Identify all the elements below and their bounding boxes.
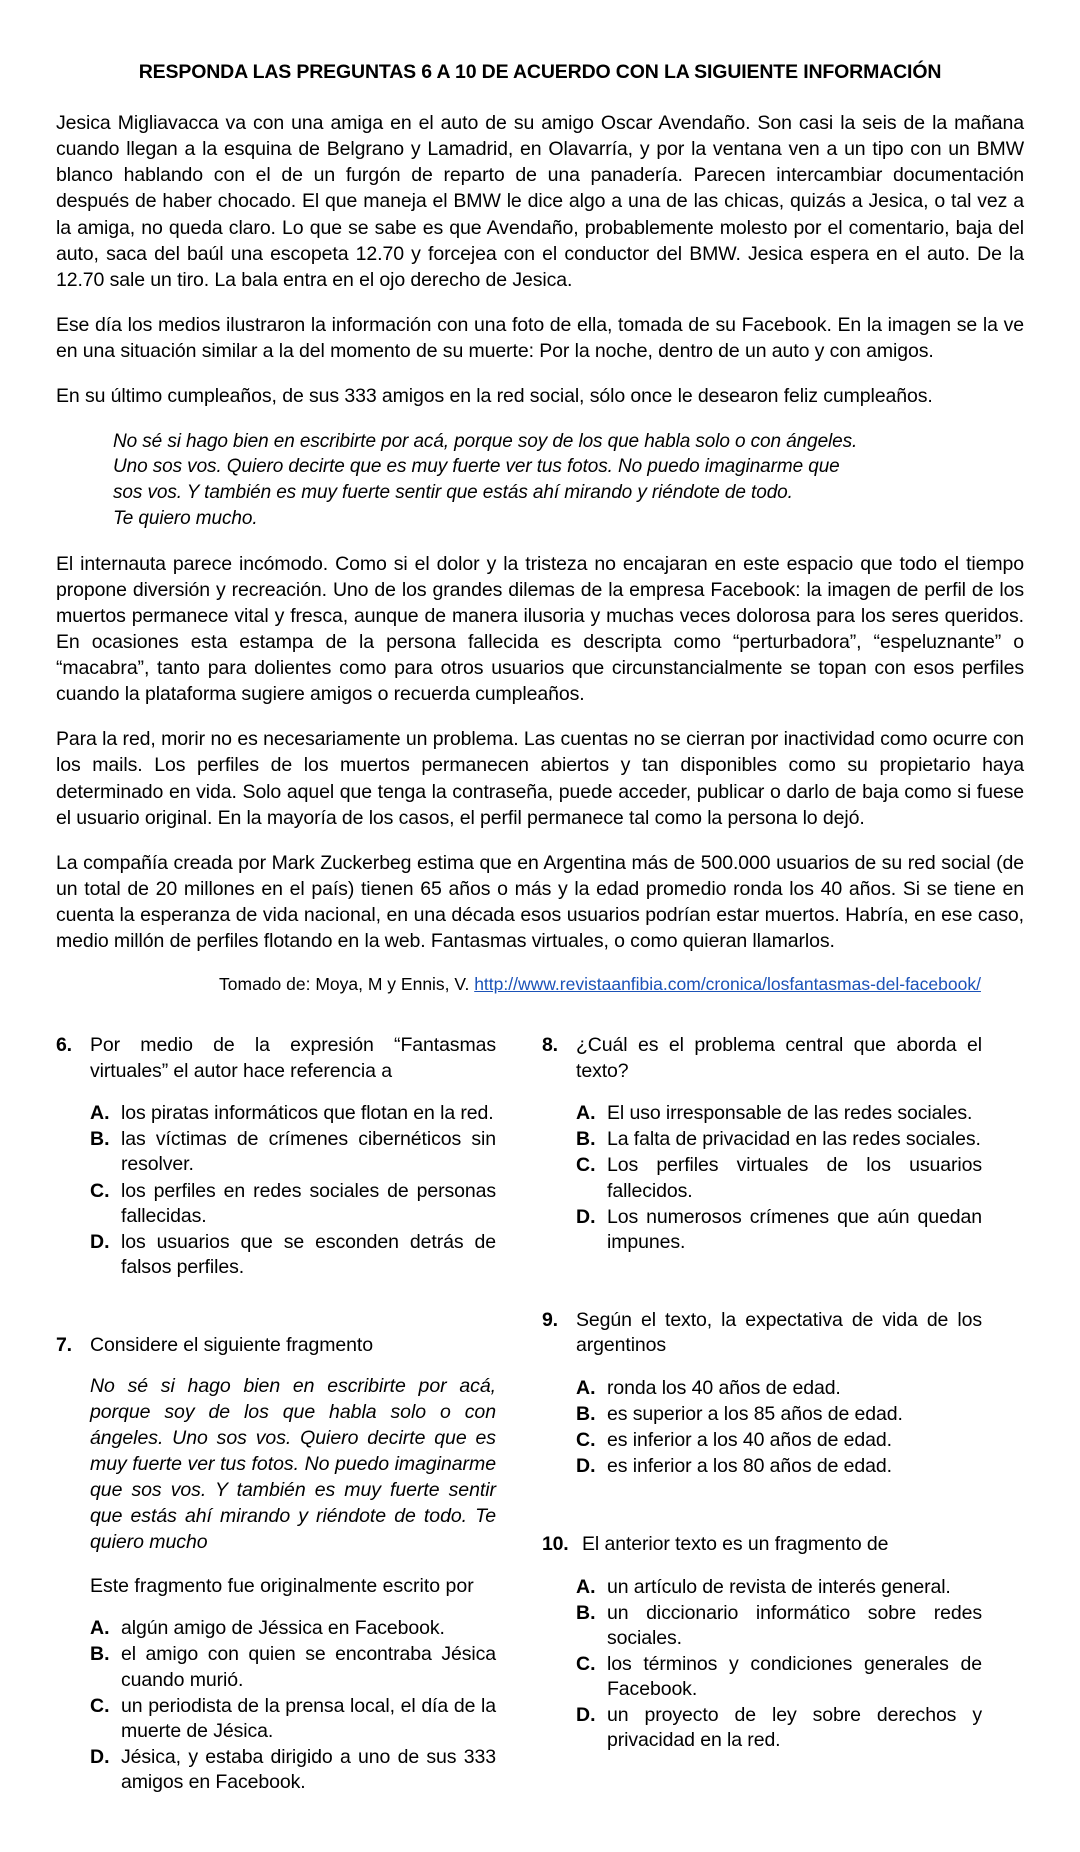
source-prefix: Tomado de: Moya, M y Ennis, V. (219, 973, 475, 994)
option-letter: B. (576, 1601, 596, 1624)
option-text: las víctimas de crímenes cibernéticos sin resolver. (121, 1128, 496, 1176)
source-attribution (56, 973, 1024, 996)
option-text: un proyecto de ley sobre derechos y privacidad en la red. (607, 1704, 982, 1752)
questions-column-left (56, 1033, 496, 1822)
question-10-options (542, 1575, 982, 1754)
question-10-option-a[interactable] (576, 1575, 982, 1600)
question-10-stem: El anterior texto es un fragmento de (582, 1533, 889, 1556)
option-text: un diccionario informático sobre redes sociales. (607, 1601, 982, 1649)
question-8-option-c[interactable] (576, 1153, 982, 1203)
passage-quote-block (56, 429, 1024, 532)
option-letter: A. (90, 1102, 110, 1125)
option-text: los perfiles en redes sociales de personas fallecidas. (121, 1179, 496, 1227)
option-text: El uso irresponsable de las redes sociales. (607, 1102, 973, 1125)
question-7-option-c[interactable] (90, 1694, 496, 1744)
option-letter: B. (90, 1643, 110, 1666)
option-text: los usuarios que se esconden detrás de falsos perfiles. (121, 1230, 496, 1278)
option-text: un artículo de revista de interés general. (607, 1575, 951, 1598)
option-letter: C. (576, 1154, 596, 1177)
source-url-link[interactable]: http://www.revistaanfibia.com/cronica/losfantasmas-del-facebook/ (474, 973, 981, 994)
question-9-stem: Según el texto, la expectativa de vida de los argentinos (576, 1308, 982, 1357)
question-9 (542, 1308, 982, 1479)
question-7-number: 7. (56, 1334, 72, 1357)
question-6-option-c[interactable] (90, 1179, 496, 1229)
question-8-option-b[interactable] (576, 1127, 982, 1152)
question-9-options (542, 1376, 982, 1480)
column-spacer (56, 1307, 496, 1333)
option-text: un periodista de la prensa local, el día de la muerte de Jésica. (121, 1694, 496, 1742)
option-text: Los numerosos crímenes que aún quedan impunes. (607, 1205, 982, 1253)
passage-paragraph-6: La compañía creada por Mark Zuckerbeg estima que en Argentina más de 500.000 usuarios de su red social (de un total de 20 millones en el país) tienen 65 años o más y la edad promedio ronda los 40 años. Si se tiene en cuenta la esperanza de vida nacional, en una década esos usuarios podrían estar muertos. Habría, en ese caso, medio millón de perfiles flotando en la web. Fantasmas virtuales, o como quieran llamarlos. (56, 851, 1024, 952)
question-8-head (542, 1033, 982, 1084)
question-8-number: 8. (542, 1034, 558, 1057)
quote-line: Uno sos vos. Quiero decirte que es muy fuerte ver tus fotos. No puedo imaginarme que (113, 456, 840, 478)
column-spacer (542, 1282, 982, 1308)
option-letter: A. (576, 1376, 596, 1399)
option-text: ronda los 40 años de edad. (607, 1376, 841, 1399)
quote-line: sos vos. Y también es muy fuerte sentir que estás ahí mirando y riéndote de todo. (113, 481, 793, 503)
quote-line: Te quiero mucho. (113, 507, 258, 529)
question-6-option-d[interactable] (90, 1230, 496, 1280)
question-9-head (542, 1308, 982, 1359)
question-10-option-b[interactable] (576, 1601, 982, 1651)
question-7 (56, 1333, 496, 1795)
option-letter: A. (576, 1575, 596, 1598)
question-6-stem: Por medio de la expresión “Fantasmas virtuales” el autor hace referencia a (90, 1034, 496, 1082)
option-text: Jésica, y estaba dirigido a uno de sus 333 amigos en Facebook. (121, 1745, 496, 1794)
question-7-option-d[interactable] (90, 1745, 496, 1795)
option-letter: D. (576, 1205, 596, 1228)
option-text: algún amigo de Jéssica en Facebook. (121, 1617, 445, 1640)
option-text: los términos y condiciones generales de Facebook. (607, 1652, 982, 1701)
question-9-option-b[interactable] (576, 1402, 982, 1427)
question-6-options (56, 1101, 496, 1280)
question-7-subprompt: Este fragmento fue originalmente escrito por (90, 1574, 474, 1597)
option-text: los piratas informáticos que flotan en la red. (121, 1102, 494, 1125)
option-text: es inferior a los 80 años de edad. (607, 1455, 892, 1478)
option-letter: B. (576, 1402, 596, 1425)
question-10-option-c[interactable] (576, 1652, 982, 1702)
option-letter: C. (576, 1428, 596, 1451)
question-7-head (56, 1333, 496, 1358)
question-9-option-c[interactable] (576, 1428, 982, 1453)
option-letter: C. (576, 1652, 596, 1675)
passage-paragraph-5: Para la red, morir no es necesariamente un problema. Las cuentas no se cierran por inactividad como ocurre con los mails. Los perfiles de los muertos permanecen abiertos y tan disponibles como su propietario haya determinado en vida. Solo aquel que tenga la contraseña, puede acceder, publicar o darlo de baja como si fuese el usuario original. En la mayoría de los casos, el perfil permanece tal como la persona lo dejó. (56, 728, 1024, 829)
option-letter: D. (90, 1745, 110, 1768)
question-7-option-b[interactable] (90, 1642, 496, 1692)
passage-paragraph-2: Ese día los medios ilustraron la información con una foto de ella, tomada de su Facebook. En la imagen se la ve en una situación similar a la del momento de su muerte: Por la noche, dentro de un auto y con amigos. (56, 313, 1024, 362)
quote-line: No sé si hago bien en escribirte por acá, porque soy de los que habla solo o con ángeles. (113, 430, 858, 452)
question-10-number: 10. (542, 1533, 569, 1556)
question-6-number: 6. (56, 1034, 72, 1057)
question-7-stem: Considere el siguiente fragmento (90, 1334, 373, 1357)
question-7-option-a[interactable] (90, 1616, 496, 1641)
question-9-number: 9. (542, 1308, 558, 1331)
column-spacer (542, 1506, 982, 1532)
option-text: es inferior a los 40 años de edad. (607, 1428, 892, 1451)
option-text: Los perfiles virtuales de los usuarios fallecidos. (607, 1154, 982, 1202)
option-letter: C. (90, 1694, 110, 1717)
question-9-option-d[interactable] (576, 1454, 982, 1479)
question-6 (56, 1033, 496, 1280)
option-text: es superior a los 85 años de edad. (607, 1402, 903, 1425)
questions-section (56, 1033, 1024, 1822)
questions-column-right (536, 1033, 982, 1780)
question-8-stem: ¿Cuál es el problema central que aborda el texto? (576, 1034, 982, 1082)
question-6-option-b[interactable] (90, 1127, 496, 1177)
passage-paragraph-4: El internauta parece incómodo. Como si el dolor y la tristeza no encajaran en este espacio que todo el tiempo propone diversión y recreación. Uno de los grandes dilemas de la empresa Facebook: la imagen de perfil de los muertos permanece vital y fresca, aunque de manera ilusoria y muchas veces dolorosa para los seres queridos. En ocasiones esta estampa de la persona fallecida es descripta como “perturbadora”, “espeluznante” o “macabra”, tanto para dolientes como para otros usuarios que circunstancialmente se topan con esos perfiles cuando la plataforma sugiere amigos o recuerda cumpleaños. (56, 553, 1024, 706)
question-8-option-d[interactable] (576, 1205, 982, 1255)
question-8 (542, 1033, 982, 1255)
option-text: el amigo con quien se encontraba Jésica cuando murió. (121, 1643, 496, 1691)
option-text: La falta de privacidad en las redes sociales. (607, 1128, 981, 1151)
passage-paragraph-1: Jesica Migliavacca va con una amiga en el auto de su amigo Oscar Avendaño. Son casi la seis de la mañana cuando llegan a la esquina de Belgrano y Lamadrid, en Olavarría, y por la ventana ven a un tipo con un BMW blanco hablando con el de un furgón de reparto de una panadería. Parecen intercambiar documentación después de haber chocado. El que maneja el BMW le dice algo a una de las chicas, quizás a Jesica, o tal vez a la amiga, no queda claro. Lo que se sabe es que Avendaño, probablemente molesto por el comentario, baja del auto, saca del baúl una escopeta 12.70 y forcejea con el conductor del BMW. Jesica espera en el auto. De la 12.70 sale un tiro. La bala entra en el ojo derecho de Jesica. (56, 112, 1024, 291)
page-title: RESPONDA LAS PREGUNTAS 6 A 10 DE ACUERDO CON LA SIGUIENTE INFORMACIÓN (138, 61, 942, 83)
option-letter: A. (90, 1617, 110, 1640)
option-letter: A. (576, 1102, 596, 1125)
question-9-option-a[interactable] (576, 1376, 982, 1401)
question-10 (542, 1532, 982, 1753)
question-7-fragment: No sé si hago bien en escribirte por acá, porque soy de los que habla solo o con ángeles. Uno sos vos. Quiero decirte que es muy fuerte ver tus fotos. No puedo imaginarme que sos vos. Y también es muy fuerte sentir que estás ahí mirando y riéndote de todo. Te quiero mucho (90, 1375, 496, 1553)
option-letter: B. (576, 1128, 596, 1151)
option-letter: D. (90, 1230, 110, 1253)
question-10-option-d[interactable] (576, 1703, 982, 1753)
question-7-options (56, 1616, 496, 1795)
option-letter: C. (90, 1179, 110, 1202)
question-8-options (542, 1101, 982, 1255)
option-letter: D. (576, 1704, 596, 1727)
question-10-head (542, 1532, 982, 1557)
option-letter: B. (90, 1128, 110, 1151)
question-8-option-a[interactable] (576, 1101, 982, 1126)
option-letter: D. (576, 1455, 596, 1478)
question-6-head (56, 1033, 496, 1084)
passage-paragraph-3: En su último cumpleaños, de sus 333 amigos en la red social, sólo once le desearon feliz cumpleaños. (56, 384, 933, 407)
question-6-option-a[interactable] (90, 1101, 496, 1126)
